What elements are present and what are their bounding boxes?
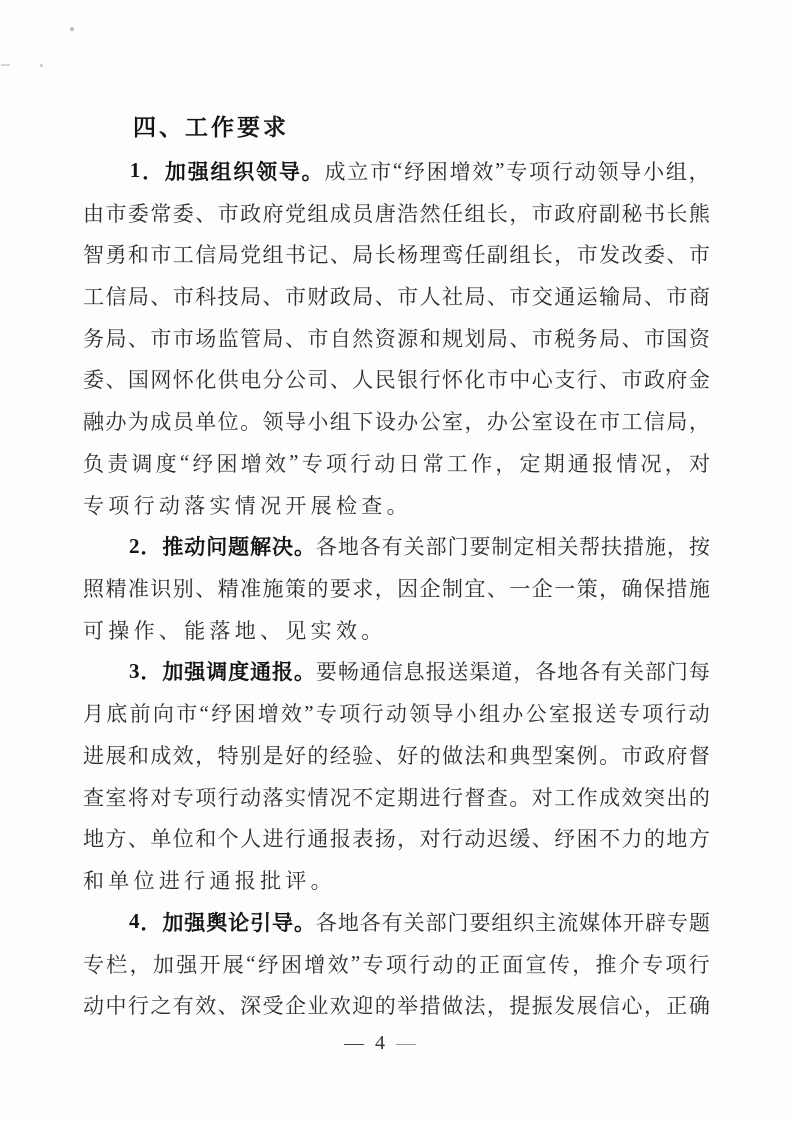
paragraph-4 — [83, 901, 710, 1026]
paragraph-line: 工 信 局 、 市 科 技 局 、 市 财 政 局 、 市 人 社 局 、 市 交 通 运 输 局 、 市 商 — [83, 285, 710, 310]
paragraph-line: 3 ． 加 强 调 度 通 报 。 要 畅 通 信 息 报 送 渠 道 ， 各 地 各 有 关 部 门 每 — [128, 658, 710, 685]
scan-speck — [70, 27, 74, 31]
paragraph-line: 智 勇 和 市 工 信 局 党 组 书 记 、 局 长 杨 理 鸾 任 副 组 长 ， 市 发 改 委 、 市 — [83, 243, 710, 268]
paragraph-line: 查 室 将 对 专 项 行 动 落 实 情 况 不 定 期 进 行 督 查 。 对 工 作 成 效 突 出 的 — [83, 785, 710, 810]
paragraph-line: 负 责 调 度 “ 纾 困 增 效 ” 专 项 行 动 日 常 工 作 ， 定 期 通 报 情 况 ， 对 — [83, 450, 710, 476]
paragraph-line: 委 、 国 网 怀 化 供 电 分 公 司 、 人 民 银 行 怀 化 市 中 心 支 行 、 市 政 府 金 — [83, 368, 710, 393]
scan-speck — [1, 64, 10, 66]
page-number — [0, 1032, 760, 1055]
page-number-value: 4 — [375, 1032, 385, 1054]
document-body — [83, 104, 710, 1026]
page-number-dash-left: — — [344, 1032, 364, 1054]
paragraph-line: 动 中 行 之 有 效 、 深 受 企 业 欢 迎 的 举 措 做 法 ， 提 振 发 展 信 心 ， 正 确 — [83, 994, 710, 1019]
paragraph-2 — [83, 525, 710, 650]
paragraph-line: 4 ． 加 强 舆 论 引 导 。 各 地 各 有 关 部 门 要 组 织 主 流 媒 体 开 辟 专 题 — [128, 909, 710, 935]
paragraph-line: 可 操 作 、 能 落 地 、 见 实 效 。 — [83, 618, 383, 643]
page-number-dash-right: — — [396, 1032, 416, 1054]
scan-speck — [40, 64, 43, 67]
paragraph-line: 照 精 准 识 别 、 精 准 施 策 的 要 求 ， 因 企 制 宜 、 一 企 一 策 ， 确 保 措 施 — [83, 577, 710, 602]
paragraph-1 — [83, 150, 710, 525]
paragraph-line: 2 ． 推 动 问 题 解 决 。 各 地 各 有 关 部 门 要 制 定 相 关 帮 扶 措 施 ， 按 — [128, 533, 710, 560]
paragraph-line: 地 方 、 单 位 和 个 人 进 行 通 报 表 扬 ， 对 行 动 迟 缓 、 纾 困 不 力 的 地 方 — [83, 827, 710, 852]
paragraph-line: 专 项 行 动 落 实 情 况 开 展 检 查 。 — [83, 493, 408, 518]
paragraph-line: 专 栏 ， 加 强 开 展 “ 纾 困 增 效 ” 专 项 行 动 的 正 面 宣 传 ， 推 介 专 项 行 — [83, 951, 710, 977]
section-heading: 四、工作要求 — [133, 114, 289, 140]
paragraph-line: 月 底 前 向 市 “ 纾 困 增 效 ” 专 项 行 动 领 导 小 组 办 公 室 报 送 专 项 行 动 — [83, 700, 710, 727]
paragraph-line: 由 市 委 常 委 、 市 政 府 党 组 成 员 唐 浩 然 任 组 长 ， 市 政 府 副 秘 书 长 熊 — [83, 201, 710, 226]
paragraph-line: 务 局 、 市 市 场 监 管 局 、 市 自 然 资 源 和 规 划 局 、 市 税 务 局 、 市 国 资 — [83, 326, 710, 351]
paragraph-line: 和 单 位 进 行 通 报 批 评 。 — [83, 869, 332, 894]
paragraph-line: 进 展 和 成 效 ， 特 别 是 好 的 经 验 、 好 的 做 法 和 典 型 案 例 。 市 政 府 督 — [83, 743, 710, 768]
paragraph-3 — [83, 651, 710, 901]
paragraph-line: 1 ． 加 强 组 织 领 导 。 成 立 市 “ 纾 困 增 效 ” 专 项 行 动 领 导 小 组 ， — [129, 158, 710, 184]
paragraph-line: 融 办 为 成 员 单 位 。 领 导 小 组 下 设 办 公 室 ， 办 公 室 设 在 市 工 信 局 ， — [83, 410, 710, 435]
